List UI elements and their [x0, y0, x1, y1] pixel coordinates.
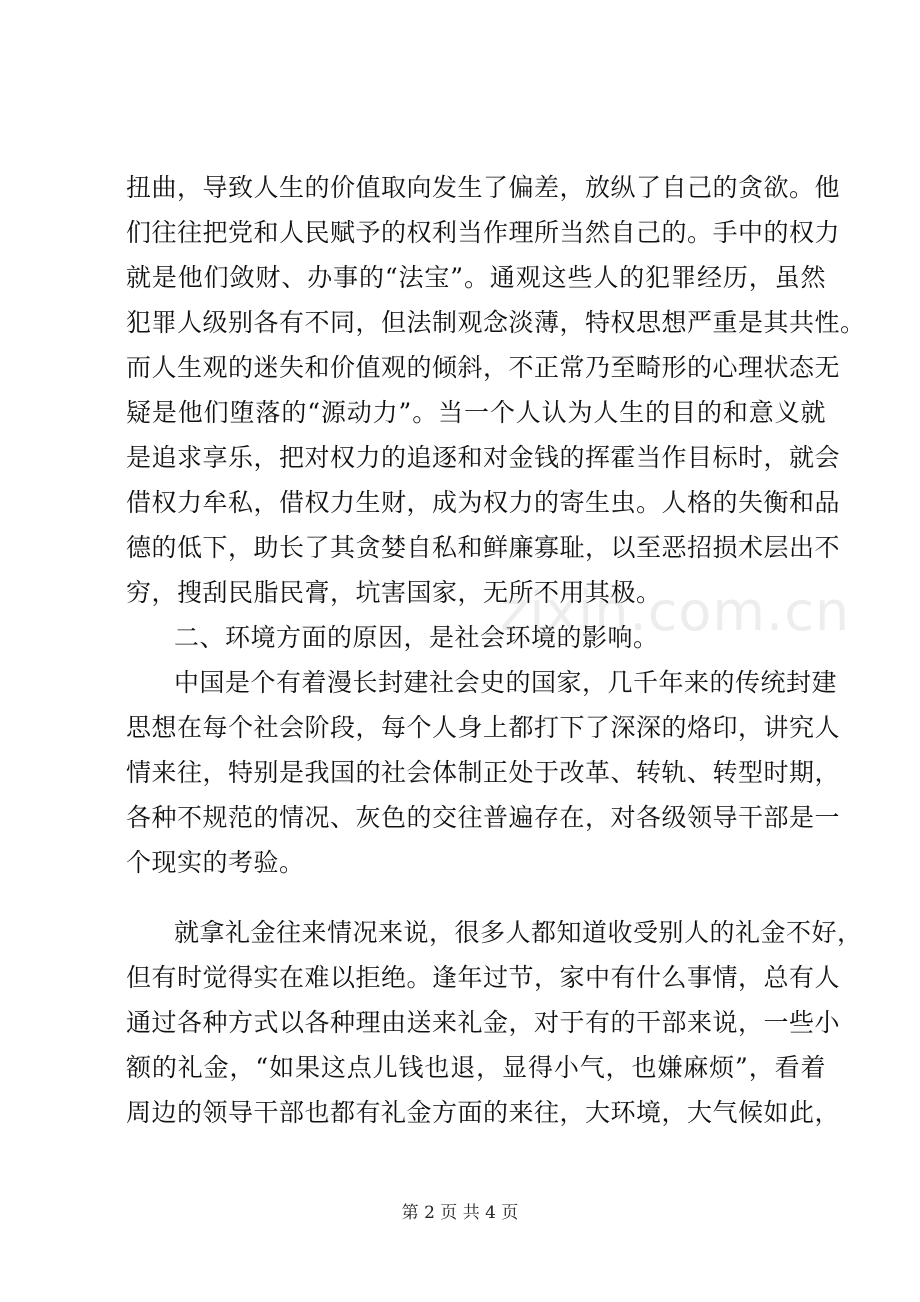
body-text-line: 穷，搜刮民脂民膏，坑害国家，无所不用其极。 — [126, 578, 662, 607]
body-text-line: 们往往把党和人民赋予的权利当作理所当然自己的。手中的权力 — [126, 218, 841, 247]
body-text-line: 额的礼金，“如果这点儿钱也退，显得小气，也嫌麻烦”，看着 — [126, 1053, 826, 1082]
body-text-line: 犯罪人级别各有不同，但法制观念淡薄，特权思想严重是其共性。 — [126, 308, 866, 337]
body-text-line: 德的低下，助长了其贪婪自私和鲜廉寡耻，以至恶招损术层出不 — [126, 533, 841, 562]
watermark: zixin.com.cn — [500, 580, 851, 643]
body-text-line: 周边的领导干部也都有礼金方面的来往，大环境，大气候如此， — [126, 1098, 841, 1127]
body-text-line: 思想在每个社会阶段，每个人身上都打下了深深的烙印，讲究人 — [126, 713, 841, 742]
body-text-line: 个现实的考验。 — [126, 848, 305, 877]
body-text-line: 扭曲，导致人生的价值取向发生了偏差，放纵了自己的贪欲。他 — [126, 173, 841, 202]
body-text-line: 各种不规范的情况、灰色的交往普遍存在，对各级领导干部是一 — [126, 803, 841, 832]
body-text-line: 情来往，特别是我国的社会体制正处于改革、转轨、转型时期， — [126, 758, 841, 787]
body-text-line: 是追求享乐，把对权力的追逐和对金钱的挥霍当作目标时，就会 — [126, 443, 841, 472]
body-text-line: 通过各种方式以各种理由送来礼金，对于有的干部来说，一些小 — [126, 1008, 841, 1037]
body-text-line: 借权力牟私，借权力生财，成为权力的寄生虫。人格的失衡和品 — [126, 488, 841, 517]
body-text-line: 而人生观的迷失和价值观的倾斜，不正常乃至畸形的心理状态无 — [126, 353, 841, 382]
body-text-line: 就是他们敛财、办事的“法宝”。通观这些人的犯罪经历，虽然 — [126, 263, 826, 292]
page-footer: 第 2 页 共 4 页 — [401, 1203, 519, 1223]
body-text-line: 中国是个有着漫长封建社会史的国家，几千年来的传统封建 — [174, 668, 838, 697]
body-text-line: 就拿礼金往来情况来说，很多人都知道收受别人的礼金不好， — [174, 918, 863, 947]
section-heading: 二、环境方面的原因，是社会环境的影响。 — [174, 623, 659, 652]
body-text-line: 但有时觉得实在难以拒绝。逢年过节，家中有什么事情，总有人 — [126, 963, 841, 992]
body-text-line: 疑是他们堕落的“源动力”。当一个人认为人生的目的和意义就 — [126, 398, 826, 427]
